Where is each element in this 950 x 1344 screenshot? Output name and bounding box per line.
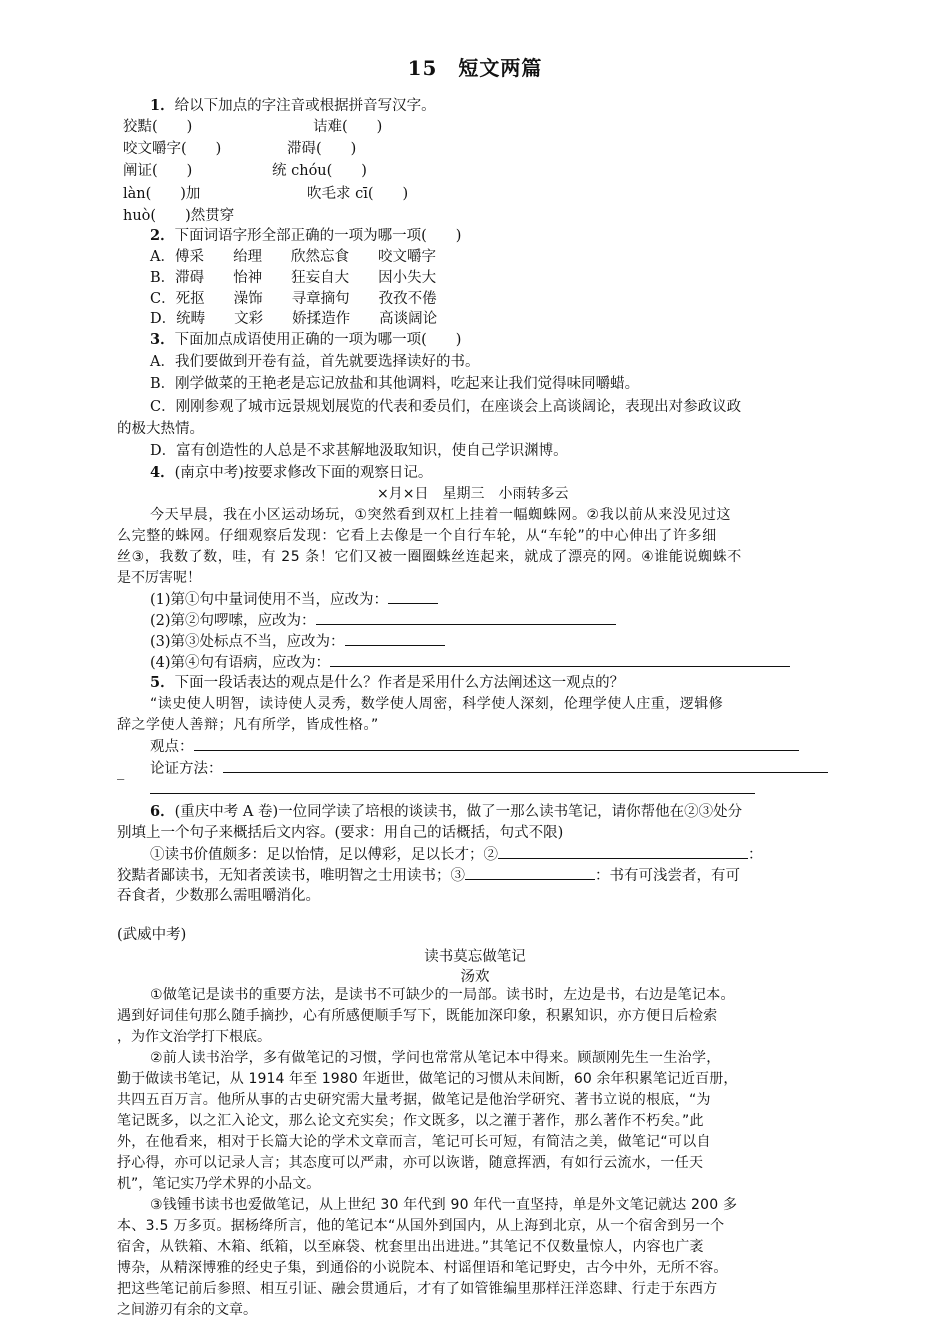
answer-line[interactable] <box>150 793 755 794</box>
reading-line: 本、3.5 万多页。据杨绛所言，他的笔记本“从国外到国内，从上海到北京，从一个宿舍到另一个 <box>117 1218 725 1234</box>
page-title: 15 短文两篇 <box>407 56 543 80</box>
q1-item: 阐证( ) <box>123 163 193 179</box>
q5-quote: “读史使人明智，读诗使人灵秀，数学使人周密，科学使人深刻，伦理学使人庄重，逻辑修 <box>150 696 724 712</box>
answer-blank[interactable] <box>223 758 828 773</box>
reading-line: ①做笔记是读书的重要方法，是读书不可缺少的一局部。读书时，左边是书，右边是笔记本。 <box>150 987 735 1003</box>
answer-blank[interactable] <box>388 589 438 604</box>
answer-blank[interactable] <box>330 652 790 667</box>
reading-line: 笔记既多，以之汇入论文，那么论文充实矣；作文既多，以之灌于著作，那么著作不朽矣。”此 <box>117 1113 704 1129</box>
q6-stem-cont: 别填上一个句子来概括后文内容。(要求：用自己的话概括，句式不限) <box>117 825 564 841</box>
q2-option-d: D．统畴 文彩 娇揉造作 高谈阔论 <box>150 311 438 327</box>
reading-line: ③钱锺书读书也爱做笔记，从上世纪 30 年代到 90 年代一直坚持，单是外文笔记就达 200 多 <box>150 1197 738 1213</box>
answer-blank[interactable] <box>194 736 799 751</box>
q3-option-c: C．刚刚参观了城市远景规划展览的代表和委员们，在座谈会上高谈阔论，表现出对参政议政 <box>150 399 742 415</box>
reading-line: 把这些笔记前后参照、相互引证、融会贯通后，才有了如管锥编里那样汪洋恣肆、行走于东西方 <box>117 1281 718 1297</box>
q1-item: 诘难( ) <box>313 119 383 135</box>
q5-method: 论证方法： <box>150 758 828 779</box>
reading-source: (武威中考) <box>117 927 187 943</box>
q1-stem: 1．给以下加点的字注音或根据拼音写汉字。 <box>150 97 436 114</box>
reading-author: 汤欢 <box>460 969 490 985</box>
q3-option-b: B．刚学做菜的王艳老是忘记放盐和其他调料，吃起来让我们觉得味同嚼蜡。 <box>150 376 640 392</box>
reading-line: 宿舍，从铁箱、木箱、纸箱，以至麻袋、枕套里出出进进。”其笔记不仅数量惊人，内容也广袤 <box>117 1239 704 1255</box>
q2-stem: 2．下面词语字形全部正确的一项为哪一项( ) <box>150 227 462 244</box>
q6-line-3: 吞食者，少数那么需咀嚼消化。 <box>117 888 320 904</box>
diary-line: 是不厉害呢！ <box>117 570 201 586</box>
q6-stem: 6．(重庆中考 A 卷)一位同学读了培根的谈读书，做了一那么读书笔记，请你帮他在②③处分 <box>150 803 743 820</box>
diary-line: 丝③，我数了数，哇，有 25 条！它们又被一圈圈蛛丝连起来，就成了漂亮的网。④谁能说蜘蛛不 <box>117 549 742 565</box>
q1-item: 滞碍( ) <box>287 141 357 157</box>
reading-line: 抒心得，亦可以记录人言；其态度可以严肃，亦可以诙谐，随意挥洒，有如行云流水，一任天 <box>117 1155 704 1171</box>
diary-line: 今天早晨，我在小区运动场玩，①突然看到双杠上挂着一幅蜘蛛网。②我以前从来没见过这 <box>150 507 732 523</box>
q5-view: 观点： <box>150 736 799 757</box>
q3-stem: 3．下面加点成语使用正确的一项为哪一项( ) <box>150 331 462 348</box>
q4-sub-4: (4)第④句有语病，应改为： <box>150 652 790 673</box>
reading-line: 之间游刃有余的文章。 <box>117 1302 257 1318</box>
q2-option-c: C．死抠 澡饰 寻章摘句 孜孜不倦 <box>150 291 437 307</box>
q4-sub-1: (1)第①句中量词使用不当，应改为： <box>150 589 438 610</box>
q1-item: làn( )加 <box>123 186 201 202</box>
q1-item: 狡黠( ) <box>123 119 193 135</box>
q3-option-c-cont: 的极大热情。 <box>117 421 204 437</box>
answer-blank[interactable] <box>316 610 616 625</box>
answer-blank[interactable] <box>465 865 595 880</box>
reading-line: 博杂，从精深博雅的经史子集，到通俗的小说院本、村谣俚语和笔记野史，古今中外，无所不容。 <box>117 1260 728 1276</box>
q1-item: huò( )然贯穿 <box>123 208 235 224</box>
q3-option-d: D．富有创造性的人总是不求甚解地汲取知识，使自己学识渊博。 <box>150 443 568 459</box>
reading-line: 遇到好词佳句那么随手摘抄，心有所感便顺手写下，既能加深印象，积累知识，亦方便日后检索 <box>117 1008 718 1024</box>
q3-option-a: A．我们要做到开卷有益，首先就要选择读好的书。 <box>150 354 480 370</box>
q5-quote: 辞之学使人善辩；凡有所学，皆成性格。” <box>117 717 379 733</box>
answer-blank[interactable] <box>498 844 748 859</box>
q1-item: 统 chóu( ) <box>272 163 367 179</box>
q6-line-1: ①读书价值颇多：足以怡情，足以傅彩，足以长才；② ： <box>150 844 763 865</box>
q4-stem: 4．(南京中考)按要求修改下面的观察日记。 <box>150 464 433 481</box>
diary-line: 么完整的蛛网。仔细观察后发现：它看上去像是一个自行车轮，从“车轮”的中心伸出了许多细 <box>117 528 717 544</box>
reading-line: 外，在他看来，相对于长篇大论的学术文章而言，笔记可长可短，有简洁之美，做笔记“可以自 <box>117 1134 711 1150</box>
q5-dash: _ <box>117 764 125 780</box>
q2-option-b: B．滞碍 怡神 狂妄自大 因小失大 <box>150 270 437 286</box>
reading-line: 勤于做读书笔记，从 1914 年至 1980 年逝世，做笔记的习惯从未间断，60 余年积累笔记近百册， <box>117 1071 738 1087</box>
reading-line: 共四五百万言。他所从事的古史研究需大量考据，做笔记是他治学研究、著书立说的根底，“为 <box>117 1092 711 1108</box>
reading-line: ，为作文治学打下根底。 <box>117 1029 271 1045</box>
q1-item: 吹毛求 cī( ) <box>307 186 409 202</box>
q4-sub-3: (3)第③处标点不当，应改为： <box>150 631 445 652</box>
q5-stem: 5．下面一段话表达的观点是什么？作者是采用什么方法阐述这一观点的？ <box>150 674 625 691</box>
diary-heading: ×月×日 星期三 小雨转多云 <box>377 486 569 502</box>
answer-blank[interactable] <box>345 631 445 646</box>
q4-sub-2: (2)第②句啰嗦，应改为： <box>150 610 616 631</box>
q6-line-2: 狡黠者鄙读书，无知者羡读书，唯明智之士用读书；③ ：书有可浅尝者，有可 <box>117 865 740 886</box>
reading-line: 机”，笔记实乃学术界的小品文。 <box>117 1176 321 1192</box>
reading-title: 读书莫忘做笔记 <box>424 949 526 965</box>
reading-line: ②前人读书治学，多有做笔记的习惯，学问也常常从笔记本中得来。顾颉刚先生一生治学， <box>150 1050 721 1066</box>
q1-item: 咬文嚼字( ) <box>123 141 222 157</box>
q2-option-a: A．傅采 绐理 欣然忘食 咬文嚼字 <box>150 249 436 265</box>
